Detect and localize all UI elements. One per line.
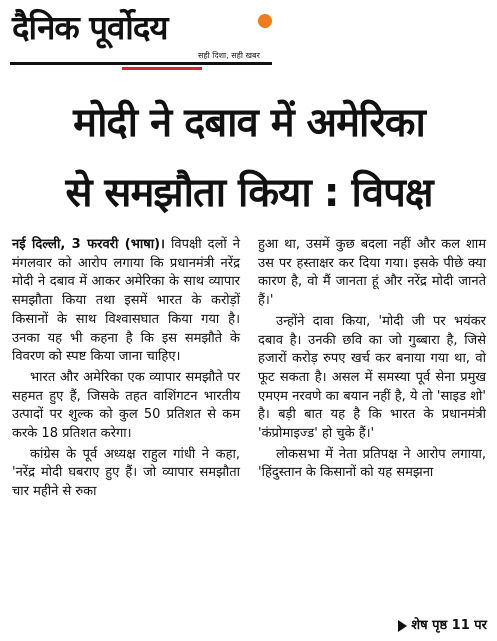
article-paragraph: भारत और अमेरिका एक व्यापार समझौते पर सहमत हुए हैं, जिसके तहत वाशिंगटन भारतीय उत्पादों पर शुल्क को कुल 50 प्रतिशत से कम करके 18 प्रतिशत करेगा। bbox=[12, 369, 240, 442]
arrow-right-icon bbox=[398, 620, 407, 632]
headline-line-1: मोदी ने दबाव में अमेरिका bbox=[73, 100, 425, 146]
article-paragraph: कांग्रेस के पूर्व अध्यक्ष राहुल गांधी ने कहा, 'नरेंद्र मोदी घबराए हुए हैं। जो व्यापार समझौता चार महीने से रुका bbox=[12, 446, 240, 500]
article-column-left bbox=[12, 236, 240, 502]
paragraph-text: विपक्षी दलों ने मंगलवार को आरोप लगाया कि प्रधानमंत्री नरेंद्र मोदी ने दबाव में आकर अमेरिका के साथ व्यापार समझौता किया तथा इसमें भारत के करोड़ों किसानों के साथ विश्वासघात किया गया है। उनका यह भी कहना है कि इस समझौते के विवरण को स्पष्ट किया जाना चाहिए। bbox=[12, 237, 240, 365]
article-paragraph: लोकसभा में नेता प्रतिपक्ष ने आरोप लगाया, 'हिंदुस्तान के किसानों को यह समझना bbox=[258, 446, 486, 481]
continued-label: शेष पृष्ठ 11 पर bbox=[411, 618, 487, 633]
dateline: नई दिल्ली, 3 फरवरी (भाषा)। bbox=[12, 237, 165, 252]
newspaper-tagline: सही दिशा, सही खबर bbox=[198, 51, 260, 60]
masthead-subline bbox=[122, 67, 202, 70]
masthead bbox=[10, 4, 272, 70]
sun-logo-icon bbox=[258, 14, 272, 28]
article-paragraph: हुआ था, उसमें कुछ बदला नहीं और कल शाम उस पर हस्ताक्षर कर दिया गया। इसके पीछे क्या कारण है, वो मैं जानता हूं और नरेंद्र मोदी जानते हैं।' bbox=[258, 237, 486, 309]
masthead-rule bbox=[10, 62, 272, 65]
headline-line-2: से समझौता किया : विपक्ष bbox=[65, 170, 433, 216]
article-column-right bbox=[258, 236, 486, 483]
continued-on-page bbox=[398, 615, 487, 633]
article-paragraph bbox=[12, 236, 240, 367]
article-paragraph: उन्होंने दावा किया, 'मोदी जी पर भयंकर दबाव है। उनकी छवि का जो गुब्बारा है, जिसे हजारों करोड़ रुपए खर्च कर बनाया गया था, वो फूट सकता है। असल में समस्या पूर्व सेना प्रमुख एमएम नरवणे का बयान नहीं है, ये तो 'साइड शो' है। बड़ी बात यह है कि भारत के प्रधानमंत्री 'कंप्रोमाइज्ड' हो चुके हैं।' bbox=[258, 313, 486, 442]
newspaper-title: दैनिक पूर्वोदय bbox=[12, 8, 168, 47]
